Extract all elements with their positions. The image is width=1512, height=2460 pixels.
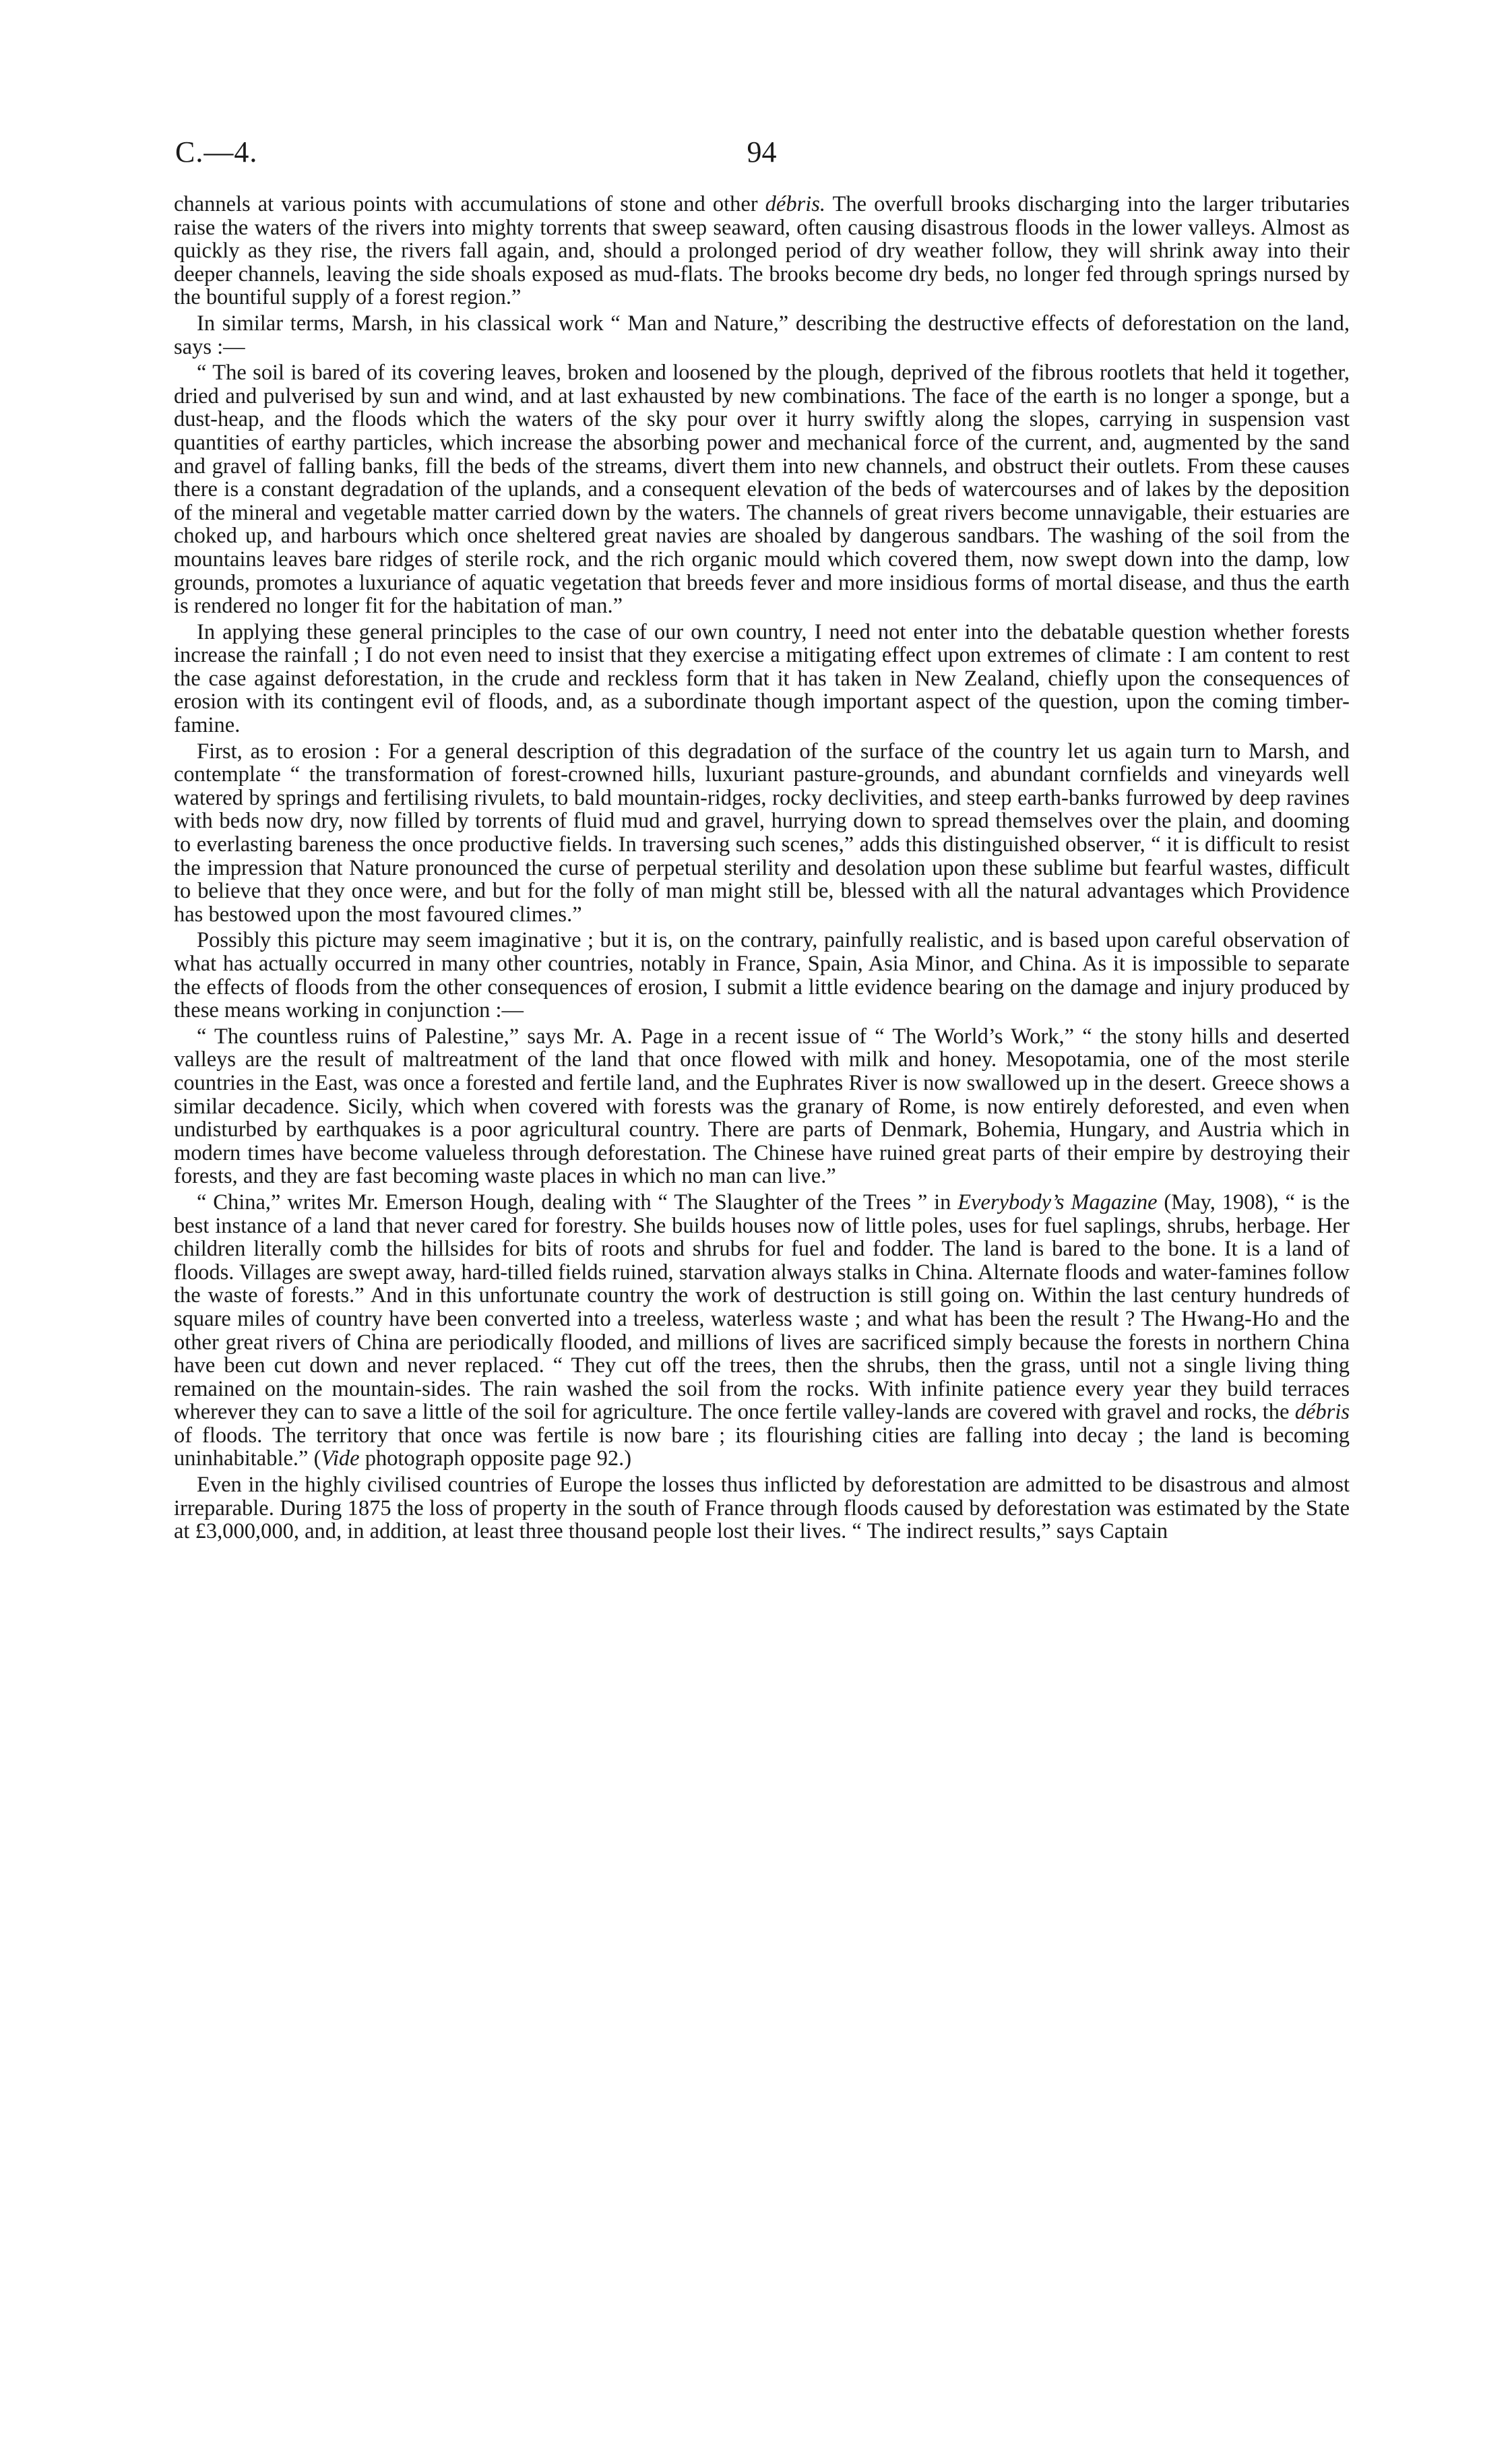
paragraph xyxy=(174,361,1350,618)
paragraph xyxy=(174,193,1350,309)
text-run: The overfull brooks discharging into the larger tributaries raise the waters of the rivers into mighty torrents that sweep seaward, often causing disastrous floods in the lower valleys. Almost as quickly as they rise, the rivers fall again, and, should a prolonged period of dry weather follow, they will shrink away into their deeper channels, leaving the side shoals exposed as mud-flats. The brooks become dry beds, no longer fed through springs nursed by the bountiful supply of a forest region.” xyxy=(174,192,1350,310)
body-text xyxy=(174,193,1350,1543)
page-content xyxy=(174,135,1350,1546)
text-run: photograph opposite page 92.) xyxy=(359,1446,632,1471)
page-header xyxy=(174,135,1350,182)
italic-text: débris xyxy=(1294,1400,1350,1425)
text-run: Possibly this picture may seem imaginative ; but it is, on the contrary, painfully realistic, and is based upon careful observation of what has actually occurred in many other countries, notably in France, Spain, Asia Minor, and China. As it is impossible to separate the effects of floods from the other consequences of erosion, I submit a little evidence bearing on the damage and injury produced by these means working in conjunction :— xyxy=(174,928,1350,1023)
italic-text: débris. xyxy=(765,192,826,216)
paragraph xyxy=(174,1473,1350,1543)
text-run: of floods. The territory that once was fertile is now bare ; its flourishing cities are falling into decay ; the land is becoming uninhabitable.” ( xyxy=(174,1423,1350,1471)
paragraph xyxy=(174,929,1350,1022)
paragraph xyxy=(174,1025,1350,1188)
text-run: “ China,” writes Mr. Emerson Hough, dealing with “ The Slaughter of the Trees ” in xyxy=(197,1190,958,1214)
text-run: channels at various points with accumulations of stone and other xyxy=(174,192,765,216)
italic-text: Vide xyxy=(321,1446,360,1471)
paragraph xyxy=(174,1191,1350,1471)
italic-text: Everybody’s Magazine xyxy=(957,1190,1158,1214)
page-number: 94 xyxy=(747,135,777,168)
paragraph xyxy=(174,312,1350,359)
text-run: First, as to erosion : For a general description of this degradation of the surface of the country let us again turn to Marsh, and contemplate “ the transformation of forest-crowned hills, luxuriant pasture-grounds, and abundant cornfields and vineyards well watered by springs and fertilising rivulets, to bald mountain-ridges, rocky declivities, and steep earth-banks furrowed by deep ravines with beds now dry, now filled by torrents of fluid mud and gravel, hurrying down to spread themselves over the plain, and dooming to everlasting bareness the once productive fields. In traversing such scenes,” adds this distinguished observer, “ it is difficult to resist the impression that Nature pronounced the curse of perpetual sterility and desolation upon these sublime but fearful wastes, difficult to believe that they once were, and but for the folly of man might still be, blessed with all the natural advantages which Providence has bestowed upon the most favoured climes.” xyxy=(174,739,1350,927)
paragraph xyxy=(174,740,1350,927)
document-reference: C.—4. xyxy=(175,135,258,168)
paragraph xyxy=(174,621,1350,737)
text-run: In similar terms, Marsh, in his classical work “ Man and Nature,” describing the destructive effects of deforestation on the land, says :— xyxy=(174,311,1350,359)
text-run: In applying these general principles to the case of our own country, I need not enter into the debatable question whether forests increase the rainfall ; I do not even need to insist that they exercise a mitigating effect upon extremes of climate : I am content to rest the case against deforestation, in the crude and reckless form that it has taken in New Zealand, chiefly upon the consequences of erosion with its contingent evil of floods, and, as a subordinate though important aspect of the question, upon the coming timber-famine. xyxy=(174,619,1350,738)
text-run: Even in the highly civilised countries of Europe the losses thus inflicted by deforestation are admitted to be disastrous and almost irreparable. During 1875 the loss of property in the south of France through floods caused by deforestation was estimated by the State at £3,000,000, and, in addition, at least three thousand people lost their lives. “ The indirect results,” says Captain xyxy=(174,1473,1350,1544)
text-run: (May, 1908), “ is the best instance of a land that never cared for forestry. She builds houses now of little poles, uses for fuel saplings, shrubs, herbage. Her children literally comb the hillsides for bits of roots and shrubs for fuel and fodder. The land is bared to the bone. It is a land of floods. Villages are swept away, hard-tilled fields ruined, starvation always stalks in China. Alternate floods and water-famines follow the waste of forests.” And in this unfortunate country the work of destruction is still going on. Within the last century hundreds of square miles of country have been converted into a treeless, waterless waste ; and what has been the result ? The Hwang-Ho and the other great rivers of China are periodically flooded, and millions of lives are sacrificed simply because the forests in northern China have been cut down and never replaced. “ They cut off the trees, then the shrubs, then the grass, until not a single living thing remained on the mountain-sides. The rain washed the soil from the rocks. With infinite patience every year they build terraces wherever they can to save a little of the soil for agriculture. The once fertile valley-lands are covered with gravel and rocks, the xyxy=(174,1190,1350,1425)
text-run: “ The countless ruins of Palestine,” says Mr. A. Page in a recent issue of “ The World’s Work,” “ the stony hills and deserted valleys are the result of maltreatment of the land that once flowed with milk and honey. Mesopotamia, one of the most sterile countries in the East, was once a forested and fertile land, and the Euphrates River is now swallowed up in the desert. Greece shows a similar decadence. Sicily, which when covered with forests was the granary of Rome, is now entirely deforested, and even when undisturbed by earthquakes is a poor agricultural country. There are parts of Denmark, Bohemia, Hungary, and Austria which in modern times have become valueless through deforestation. The Chinese have ruined great parts of their empire by destroying their forests, and they are fast becoming waste places in which no man can live.” xyxy=(174,1024,1350,1189)
text-run: “ The soil is bared of its covering leaves, broken and loosened by the plough, deprived of the fibrous rootlets that held it together, dried and pulverised by sun and wind, and at last exhausted by new combinations. The face of the earth is no longer a sponge, but a dust-heap, and the floods which the waters of the sky pour over it hurry swiftly along the slopes, carrying in suspension vast quantities of earthy particles, which increase the absorbing power and mechanical force of the current, and, augmented by the sand and gravel of falling banks, fill the beds of the streams, divert them into new channels, and obstruct their outlets. From these causes there is a constant degradation of the uplands, and a consequent elevation of the beds of watercourses and of lakes by the deposition of the mineral and vegetable matter carried down by the waters. The channels of great rivers become unnavigable, their estuaries are choked up, and harbours which once sheltered great navies are shoaled by dangerous sandbars. The washing of the soil from the mountains leaves bare ridges of sterile rock, and the rich organic mould which covered them, now swept down into the damp, low grounds, promotes a luxuriance of aquatic vegetation that breeds fever and more insidious forms of mortal disease, and thus the earth is rendered no longer fit for the habitation of man.” xyxy=(174,361,1350,619)
